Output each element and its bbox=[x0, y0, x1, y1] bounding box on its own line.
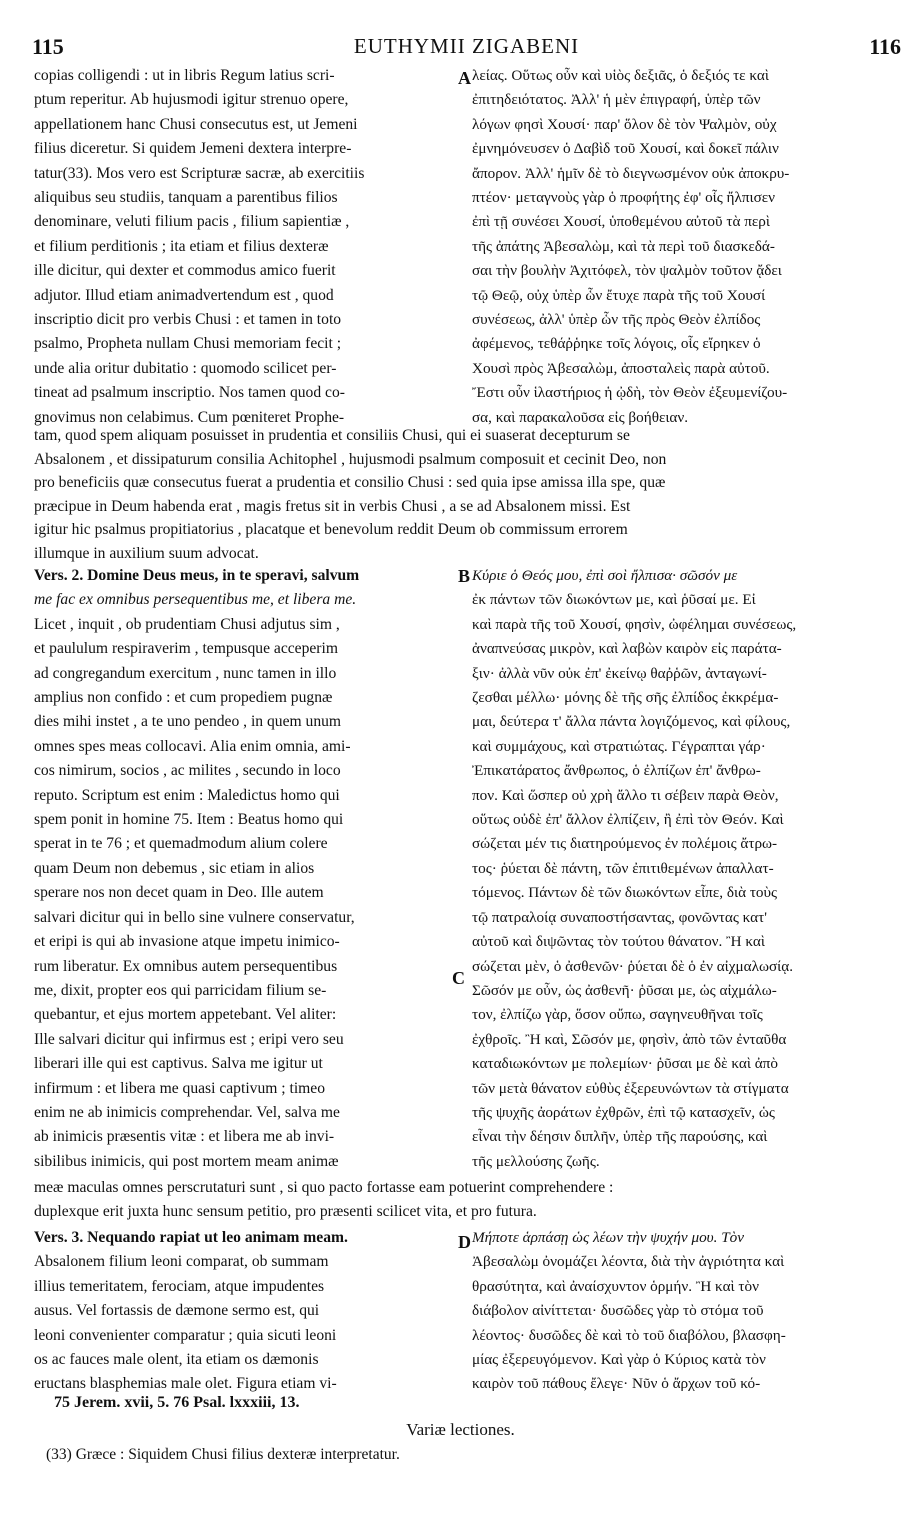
text-line: Ille salvari dicitur qui infirmus est ; eripi vero seu bbox=[34, 1030, 344, 1048]
text-line: os ac fauces male olent, ita etiam os dæmonis bbox=[34, 1351, 319, 1369]
text-line: συνέσεως, ἀλλ' ὑπὲρ ὧν τῆς πρὸς Θεὸν ἐλπίδος bbox=[472, 311, 761, 329]
text-line: σώζεται μέν τις διατηρούμενος ἐν πολέμοις ἄτρω- bbox=[472, 835, 778, 853]
text-line: τος· ῥύεται δὲ πάντη, τῶν ἐπιτιθεμένων ἀπαλλατ- bbox=[472, 859, 774, 877]
text-line: sperat in te 76 ; et quemadmodum alium colere bbox=[34, 835, 328, 853]
text-line: gnovimus non celabimus. Cum pœniteret Prophe- bbox=[34, 408, 345, 426]
text-line: et paululum respiraverim , tempusque acceperim bbox=[34, 640, 338, 658]
section-marker-c: C bbox=[452, 968, 465, 988]
text-line: καὶ συμμάχους, καὶ στρατιώτας. Γέγραπται γάρ· bbox=[472, 737, 766, 755]
variae-lectiones-note: (33) Græce : Siquidem Chusi filius dexteræ interpretatur. bbox=[46, 1446, 400, 1463]
page-header bbox=[32, 34, 901, 68]
text-line: ἐπιτηδειότατος. Ἀλλ' ἡ μὲν ἐπιγραφή, ὑπὲρ τῶν bbox=[472, 91, 761, 109]
section-marker-a: A bbox=[458, 68, 471, 88]
text-line: καὶ παρὰ τῆς τοῦ Χουσί, φησὶν, ὠφέλημαι συνέσεως, bbox=[472, 615, 797, 633]
greek-column-bottom bbox=[472, 1226, 882, 1397]
verse-heading: Κύριε ὁ Θεός μου, ἐπὶ σοὶ ἤλπισα· σῶσόν με bbox=[472, 567, 738, 584]
text-line: denominare, veluti filium pacis , filium sapientiæ , bbox=[34, 213, 350, 231]
text-line: τῶν μετὰ θάνατον εὐθὺς ἐξερευνώντων τὰ στίγματα bbox=[472, 1079, 789, 1097]
footnotes: 75 Jerem. xvii, 5. 76 Psal. lxxxiii, 13. bbox=[54, 1394, 300, 1411]
text-line: meæ maculas omnes perscrutaturi sunt , si quo pacto fortasse eam potuerint comprehendere : bbox=[34, 1179, 614, 1196]
text-line: psalmo, Propheta nullam Chusi memoriam fecit ; bbox=[34, 335, 342, 353]
text-line: pro beneficiis quæ consecutus fuerat a prudentia et consilio Chusi : sed quia ipse amissa illa spe, quæ bbox=[34, 474, 666, 491]
text-line: illius temeritatem, ferociam, atque impudentes bbox=[34, 1277, 325, 1295]
text-line: quam Deum non debemus , sic etiam in alios bbox=[34, 859, 315, 877]
text-line: ille dicitur, qui dexter et commodus amico fuerit bbox=[34, 262, 336, 280]
text-line: μίας ἐξερευγόμενον. Καὶ γὰρ ὁ Κύριος κατὰ τὸν bbox=[472, 1351, 766, 1369]
page-number-left: 115 bbox=[32, 34, 64, 59]
text-line: Ἀβεσαλὼμ ὀνομάζει λέοντα, διὰ τὴν ἀγριότητα καὶ bbox=[472, 1253, 785, 1271]
text-line: liberari ille qui est captivus. Salva me igitur ut bbox=[34, 1055, 323, 1073]
text-line: μαι, δεύτερα τ' ἄλλα πάντα λογιζόμενος, καὶ φίλους, bbox=[472, 713, 791, 731]
text-line: ptum reperitur. Ab hujusmodi igitur strenuo opere, bbox=[34, 91, 349, 109]
text-line: τῷ Θεῷ, οὐχ ὑπὲρ ὧν ἔτυχε παρὰ τῆς τοῦ Χουσί bbox=[472, 286, 766, 304]
text-line: eructans blasphemias male olet. Figura etiam vi- bbox=[34, 1375, 337, 1393]
text-line: ἀναπνεύσας μικρὸν, καὶ λαβὼν καιρὸν εἰς παράτα- bbox=[472, 640, 782, 658]
full-width-paragraph-1 bbox=[34, 424, 884, 565]
text-line: cos nimirum, socios , ac milites , secundo in loco bbox=[34, 762, 341, 780]
text-line: rum liberatur. Ex omnibus autem persequentibus bbox=[34, 957, 338, 975]
text-line: ἐμνημόνευσεν ὁ Δαβὶδ τοῦ Χουσί, καὶ δοκεῖ πάλιν bbox=[472, 140, 779, 158]
text-line: aliquibus seu studiis, tanquam a parentibus filios bbox=[34, 189, 338, 207]
text-line: σαι τὴν βουλὴν Ἀχιτόφελ, τὸν ψαλμὸν τοῦτον ᾄδει bbox=[472, 262, 782, 280]
text-line: Σῶσόν με οὖν, ὡς ἀσθενῆ· ῥῦσαι με, ὡς αἰχμάλω- bbox=[472, 981, 777, 999]
text-line: ἀφέμενος, τεθάῤῥηκε τοῖς λόγοις, οἷς εἴρηκεν ὁ bbox=[472, 335, 761, 353]
text-line: Χουσὶ πρὸς Ἀβεσαλὼμ, ἀποσταλεὶς παρὰ αὐτοῦ. bbox=[472, 359, 770, 377]
text-line: εἶναι τὴν δέησιν διπλῆν, ὑπὲρ τῆς παρούσης, καὶ bbox=[472, 1128, 768, 1146]
variae-lectiones-heading: Variæ lectiones. bbox=[406, 1420, 515, 1439]
text-line: καταδιωκόντων με πολεμίων· ῥῦσαι με δὲ καὶ ἀπὸ bbox=[472, 1055, 778, 1073]
text-line: leoni convenienter comparatur ; quia sicuti leoni bbox=[34, 1326, 337, 1344]
text-line: filius diceretur. Si quidem Jemeni dextera interpre- bbox=[34, 140, 352, 158]
text-line: τον, ἐλπίζω γὰρ, ὅσον οὔπω, σαγηνευθῆναι τοῖς bbox=[472, 1006, 763, 1024]
text-line: τῆς μελλούσης ζωῆς. bbox=[472, 1152, 600, 1170]
greek-column-middle bbox=[472, 564, 882, 1174]
section-marker-b: B bbox=[458, 566, 471, 586]
text-line: καιρὸν τοῦ πάθους ἔλεγε· Νῦν ὁ ἄρχων τοῦ κό- bbox=[472, 1375, 761, 1393]
text-line: τῷ πατραλοίᾳ συναποστήσαντας, φονῶντας κατ' bbox=[472, 908, 767, 926]
text-line: unde alia oritur dubitatio : quomodo scilicet per- bbox=[34, 359, 337, 377]
text-line: illumque in auxilium suum advocat. bbox=[34, 544, 259, 562]
text-line: ἄπορον. Ἀλλ' ἡμῖν δὲ τὸ διεγνωσμένον οὐκ ἀποκρυ- bbox=[472, 164, 790, 182]
text-line: dies mihi instet , a te uno pendeo , in quem unum bbox=[34, 713, 342, 731]
latin-column-middle bbox=[34, 564, 450, 1174]
text-line: Ἐπικατάρατος ἄνθρωπος, ὁ ἐλπίζων ἐπ' ἄνθρω- bbox=[472, 762, 761, 780]
full-width-paragraph-2 bbox=[34, 1176, 884, 1223]
text-line: ad congregandum exercitum , nunc tamen in illo bbox=[34, 664, 337, 682]
text-line: αὐτοῦ καὶ διψῶντας τὸν τούτου θάνατον. Ἢ καὶ bbox=[472, 933, 765, 951]
text-line: infirmum : et libera me quasi captivum ; timeo bbox=[34, 1079, 326, 1097]
text-line: sperare nos non decet quam in Deo. Ille autem bbox=[34, 884, 324, 902]
text-line: Licet , inquit , ob prudentiam Chusi adjutus sim , bbox=[34, 615, 340, 633]
text-line: τῆς ψυχῆς ἀοράτων ἐχθρῶν, ἐπὶ τῷ κατασχεῖν, ὡς bbox=[472, 1103, 775, 1121]
text-line: sibilibus inimicis, qui post mortem meam animæ bbox=[34, 1152, 339, 1170]
latin-column-bottom bbox=[34, 1226, 450, 1397]
text-line: inscriptio dicit pro verbis Chusi : et tamen in toto bbox=[34, 311, 342, 329]
text-line: ἐκ πάντων τῶν διωκόντων με, καὶ ῥῦσαί με. Εἰ bbox=[472, 591, 756, 609]
text-line: διάβολον αἰνίττεται· δυσῶδες γὰρ τὸ στόμα τοῦ bbox=[472, 1302, 764, 1320]
text-line: duplexque erit juxta hunc sensum petitio, pro præsenti scilicet vita, et pro futura. bbox=[34, 1202, 537, 1220]
text-line: tatur(33). Mos vero est Scripturæ sacræ, ab exercitiis bbox=[34, 164, 365, 182]
text-line: omnes spes meas collocavi. Alia enim omnia, ami- bbox=[34, 737, 351, 755]
text-line: Absalonem filium leoni comparat, ob summam bbox=[34, 1253, 329, 1271]
text-line: οὕτως οὐδὲ ἐπ' ἄλλον ἐλπίζειν, ἢ ἐπὶ τὸν Θεόν. Καὶ bbox=[472, 811, 784, 829]
text-line: enim ne ab inimicis comprehendar. Vel, salva me bbox=[34, 1103, 340, 1121]
text-line: ἐπὶ τῇ συνέσει Χουσί, ὑποθεμένου αὐτοῦ τὰ περὶ bbox=[472, 213, 770, 231]
text-line: et filium perditionis ; ita etiam et filius dexteræ bbox=[34, 237, 329, 255]
page-number-right: 116 bbox=[869, 34, 901, 59]
text-line: tineat ad psalmum inscriptio. Nos tamen quod co- bbox=[34, 384, 345, 402]
text-line: ausus. Vel fortassis de dæmone sermo est, qui bbox=[34, 1302, 320, 1320]
text-line: ἐχθροῖς. Ἢ καὶ, Σῶσόν με, φησὶν, ἀπὸ τῶν ἐνταῦθα bbox=[472, 1030, 787, 1048]
text-line: τῆς ἀπάτης Ἀβεσαλὼμ, καὶ τὰ περὶ τοῦ διασκεδά- bbox=[472, 237, 775, 255]
text-line: quebantur, et ejus mortem appetebant. Vel aliter: bbox=[34, 1006, 337, 1024]
verse-heading: Μήποτε ἁρπάσῃ ὡς λέων τὴν ψυχήν μου. Τὸν bbox=[472, 1229, 745, 1246]
text-line: salvari dicitur qui in bello sine vulnere conservatur, bbox=[34, 908, 355, 926]
text-line: me fac ex omnibus persequentibus me, et libera me. bbox=[34, 591, 357, 609]
text-line: copias colligendi : ut in libris Regum latius scri- bbox=[34, 67, 335, 84]
text-line: igitur hic psalmus propitiatorius , placatque et benevolum reddit Deum ob commissum errorem bbox=[34, 521, 628, 538]
running-title: EUTHYMII ZIGABENI bbox=[353, 34, 580, 58]
greek-column-top bbox=[472, 64, 882, 430]
text-line: πτέον· μεταγνοὺς γὰρ ὁ προφήτης ἐφ' οἷς ἤλπισεν bbox=[472, 189, 776, 207]
text-line: ab inimicis præsentis vitæ : et libera me ab invi- bbox=[34, 1128, 335, 1146]
text-line: et eripi is qui ab invasione atque impetu inimico- bbox=[34, 933, 340, 951]
text-line: σα, καὶ παρακαλοῦσα εἰς βοήθειαν. bbox=[472, 408, 689, 426]
text-line: Ἔστι οὖν ἱλαστήριος ἡ ᾠδὴ, τὸν Θεὸν ἐξευμενίζου- bbox=[472, 384, 788, 402]
text-line: tam, quod spem aliquam posuisset in prudentia et consiliis Chusi, qui ei suaserat decepturum se bbox=[34, 427, 630, 444]
text-line: πον. Καὶ ὥσπερ οὐ χρὴ ἄλλο τι σέβειν παρὰ Θεὸν, bbox=[472, 786, 779, 804]
text-line: θρασύτητα, καὶ ἀναίσχυντον ὁρμήν. Ἢ καὶ τὸν bbox=[472, 1277, 759, 1295]
text-line: σώζεται μὲν, ὁ ἀσθενῶν· ῥύεται δὲ ὁ ἐν αἰχμαλωσίᾳ. bbox=[472, 957, 793, 975]
text-line: spem ponit in homine 75. Item : Beatus homo qui bbox=[34, 811, 344, 829]
text-line: Absalonem , et dissipaturum consilia Achitophel , hujusmodi psalmum composuit et cecinit Deo, non bbox=[34, 450, 667, 468]
text-line: me, dixit, propter eos qui parricidam filium se- bbox=[34, 981, 327, 999]
text-line: adjutor. Illud etiam animadvertendum est , quod bbox=[34, 286, 334, 304]
text-line: λέοντος· δυσῶδες δὲ καὶ τὸ τοῦ διαβόλου, βλασφη- bbox=[472, 1326, 786, 1344]
text-line: λόγων φησὶ Χουσί· παρ' ὅλον δὲ τὸν Ψαλμὸν, οὐχ bbox=[472, 115, 777, 133]
section-marker-d: D bbox=[458, 1232, 471, 1252]
text-line: amplius non confido : et cum propediem pugnæ bbox=[34, 689, 333, 707]
latin-column-top bbox=[34, 64, 450, 430]
text-line: τόμενος. Πάντων δὲ τῶν διωκόντων εἶπε, διὰ τοὺς bbox=[472, 884, 778, 902]
verse-heading: Vers. 3. Nequando rapiat ut leo animam meam. bbox=[34, 1229, 348, 1246]
text-line: præcipue in Deum habenda erat , magis fretus sit in verbis Chusi , a se ad Absalonem missi. Est bbox=[34, 497, 631, 515]
text-line: λείας. Οὕτως οὖν καὶ υἱὸς δεξιᾶς, ὁ δεξιός τε καὶ bbox=[472, 67, 769, 84]
text-line: appellationem hanc Chusi consecutus est, ut Jemeni bbox=[34, 115, 358, 133]
verse-heading: Vers. 2. Domine Deus meus, in te speravi, salvum bbox=[34, 567, 360, 584]
text-line: ξιν· ἀλλὰ νῦν οὐκ ἐπ' ἐκείνῳ θαῤῥῶν, ἀνταγωνί- bbox=[472, 664, 767, 682]
text-line: ζεσθαι μέλλω· μόνης δὲ τῆς σῆς ἐλπίδος ἐκκρέμα- bbox=[472, 689, 779, 707]
text-line: reputo. Scriptum est enim : Maledictus homo qui bbox=[34, 786, 340, 804]
